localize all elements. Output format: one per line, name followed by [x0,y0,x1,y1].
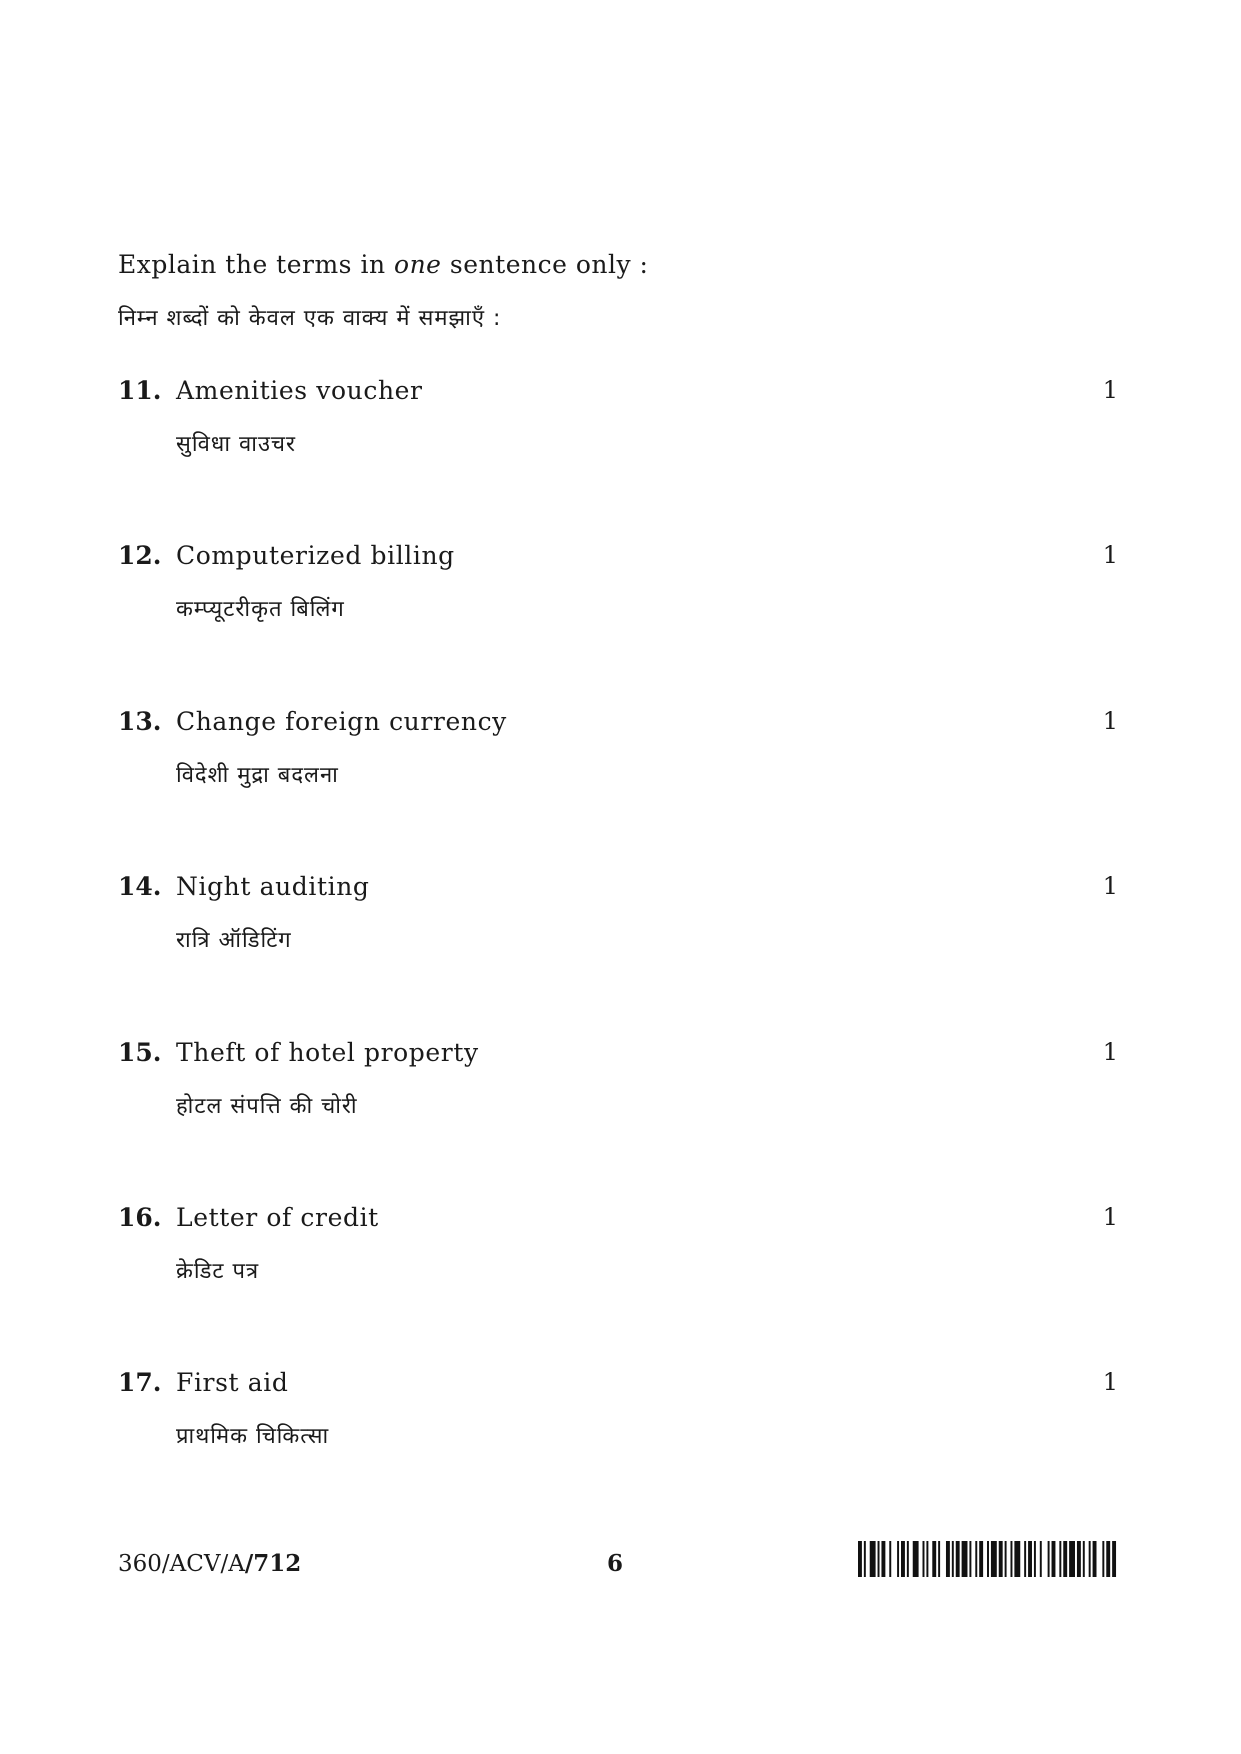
paper-code-prefix: 360/ACV/A [118,1551,245,1577]
question-12 [118,541,1118,651]
question-number: 13. [118,707,162,736]
instruction-emphasis: one [394,250,442,279]
question-15 [118,1038,1118,1148]
question-marks: 1 [1102,541,1118,569]
question-number: 16. [118,1203,162,1232]
instruction-text-2: sentence only : [441,250,649,279]
question-marks: 1 [1102,1368,1118,1396]
question-text-english: Computerized billing [176,541,455,570]
paper-code-suffix: /712 [244,1550,302,1577]
question-marks: 1 [1102,707,1118,735]
question-14 [118,872,1118,982]
question-marks: 1 [1102,1203,1118,1231]
question-text-hindi: सुविधा वाउचर [176,432,296,457]
question-number: 11. [118,376,162,405]
paper-code [118,1550,301,1577]
question-text-english: Amenities voucher [176,376,423,405]
question-text-hindi: रात्रि ऑडिटिंग [176,928,292,953]
question-number: 14. [118,872,162,901]
instruction-text-1: Explain the terms in [118,250,395,279]
question-text-english: First aid [176,1368,289,1397]
barcode-icon [858,1541,1118,1577]
question-11 [118,376,1118,486]
question-13 [118,707,1118,817]
question-16 [118,1203,1118,1313]
question-text-hindi: प्राथमिक चिकित्सा [176,1424,330,1449]
question-text-hindi: क्रेडिट पत्र [176,1259,260,1284]
question-number: 12. [118,541,162,570]
question-text-english: Theft of hotel property [176,1038,479,1067]
question-number: 17. [118,1368,162,1397]
page-number: 6 [607,1550,624,1577]
question-text-english: Letter of credit [176,1203,379,1232]
question-marks: 1 [1102,376,1118,404]
question-marks: 1 [1102,1038,1118,1066]
question-text-english: Change foreign currency [176,707,507,736]
question-text-hindi: होटल संपत्ति की चोरी [176,1094,358,1119]
instruction-english [118,250,648,279]
question-17 [118,1368,1118,1478]
question-marks: 1 [1102,872,1118,900]
question-number: 15. [118,1038,162,1067]
question-text-hindi: विदेशी मुद्रा बदलना [176,763,339,788]
instruction-hindi: निम्न शब्दों को केवल एक वाक्य में समझाएँ : [118,306,502,331]
question-text-hindi: कम्प्यूटरीकृत बिलिंग [176,597,345,622]
question-text-english: Night auditing [176,872,370,901]
